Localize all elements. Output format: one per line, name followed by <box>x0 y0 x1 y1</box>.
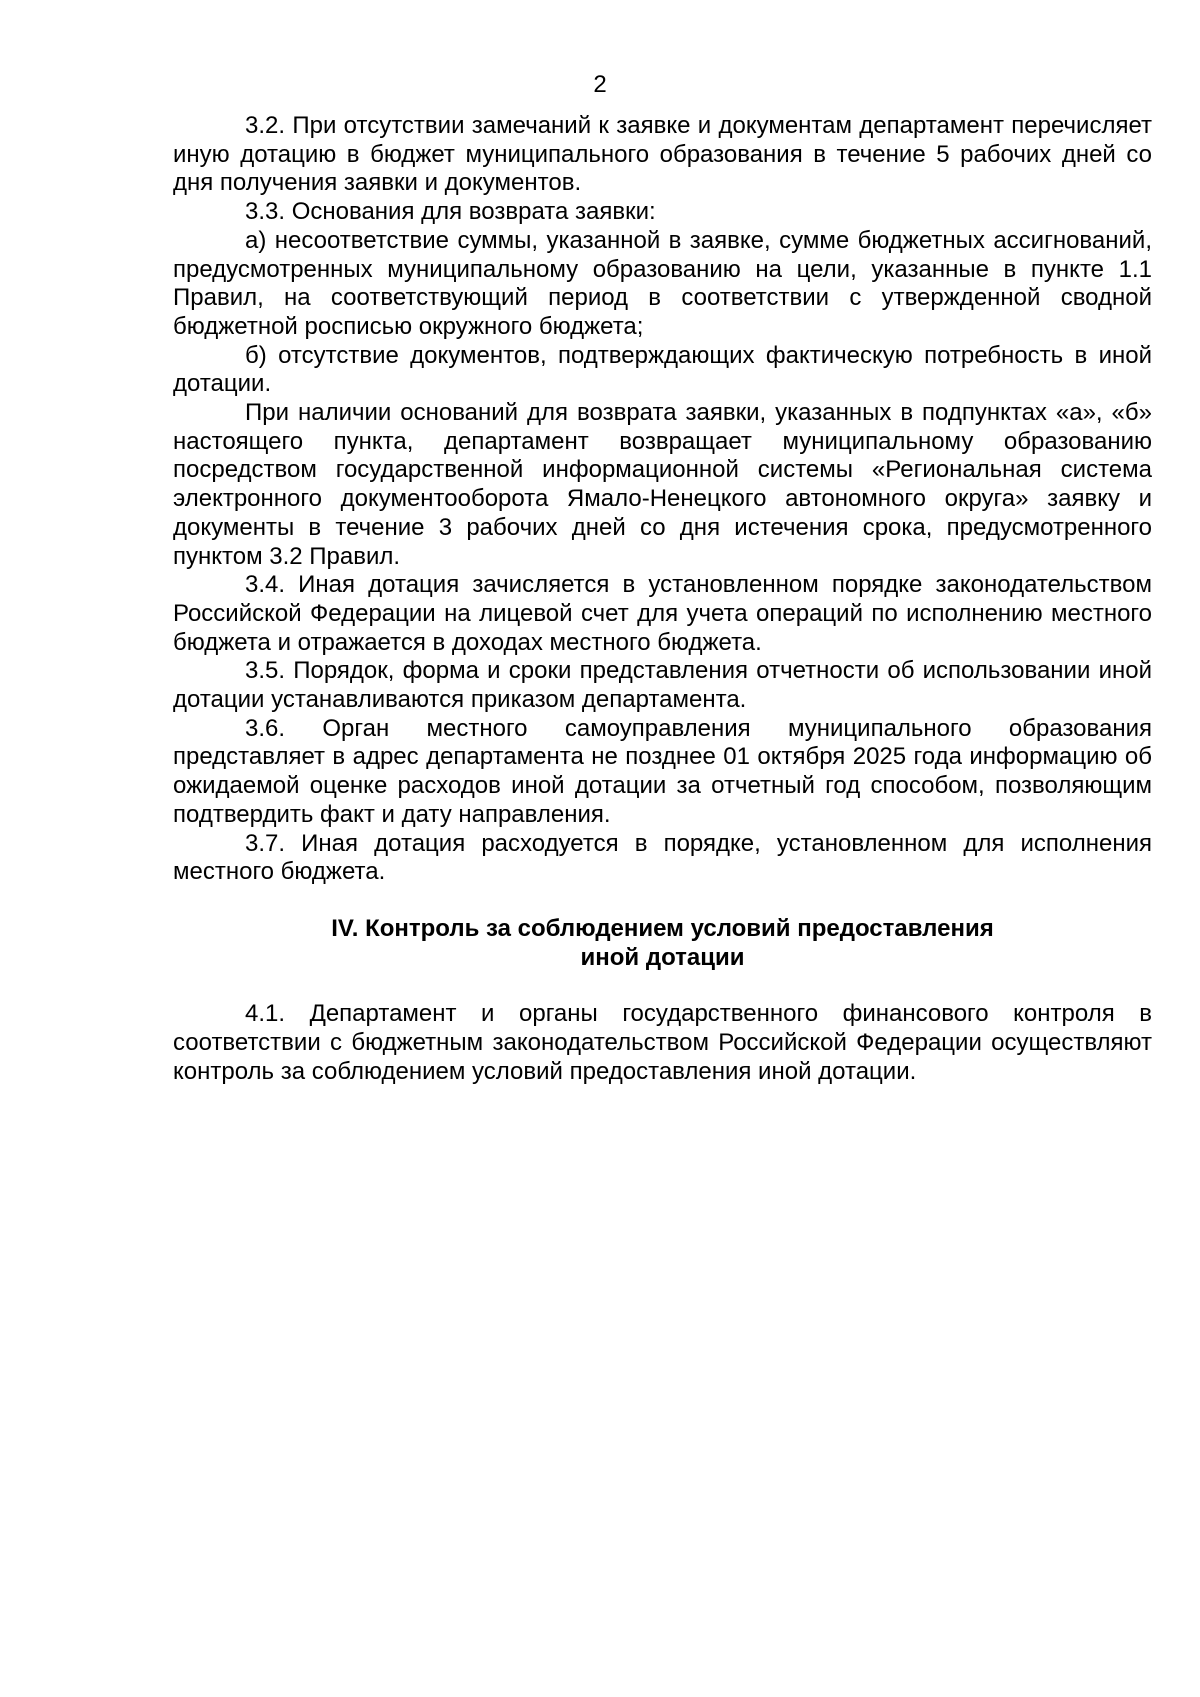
paragraph-3-5: 3.5. Порядок, форма и сроки представления отчетности об использовании иной дотации устанавливаются приказом департамента. <box>173 657 1152 714</box>
paragraph-3-7: 3.7. Иная дотация расходуется в порядке, установленном для исполнения местного бюджета. <box>173 829 1152 886</box>
paragraph-return-grounds: При наличии оснований для возврата заявки, указанных в подпунктах «а», «б» настоящего пункта, департамент возвращает муниципальному образованию посредством государственной информационной системы «Региональная система электронного документооборота Ямало-Ненецкого автономного округа» заявку и документы в течение 3 рабочих дней со дня истечения срока, предусмотренного пунктом 3.2 Правил. <box>173 399 1152 570</box>
section-heading <box>173 915 1152 972</box>
paragraph-3-3-a: а) несоответствие суммы, указанной в заявке, сумме бюджетных ассигнований, предусмотренных муниципальному образованию на цели, указанные в пункте 1.1 Правил, на соответствующий период в соответствии с утвержденной сводной бюджетной росписью окружного бюджета; <box>173 226 1152 340</box>
paragraph-3-2: 3.2. При отсутствии замечаний к заявке и документам департамент перечисляет иную дотацию в бюджет муниципального образования в течение 5 рабочих дней со дня получения заявки и документов. <box>173 112 1152 197</box>
paragraph-4-1: 4.1. Департамент и органы государственного финансового контроля в соответствии с бюджетным законодательством Российской Федерации осуществляют контроль за соблюдением условий предоставления иной дотации. <box>173 1000 1152 1085</box>
section-heading-line-1: IV. Контроль за соблюдением условий предоставления <box>331 914 994 942</box>
section-heading-line-2: иной дотации <box>580 943 745 971</box>
paragraph-3-3: 3.3. Основания для возврата заявки: <box>245 198 656 226</box>
paragraph-3-6: 3.6. Орган местного самоуправления муниципального образования представляет в адрес департамента не позднее 01 октября 2025 года информацию об ожидаемой оценке расходов иной дотации за отчетный год способом, позволяющим подтвердить факт и дату направления. <box>173 714 1152 828</box>
spacer <box>173 972 1152 1000</box>
paragraph-3-4: 3.4. Иная дотация зачисляется в установленном порядке законодательством Российской Федерации на лицевой счет для учета операций по исполнению местного бюджета и отражается в доходах местного бюджета. <box>173 571 1152 656</box>
document-body <box>173 112 1152 1087</box>
spacer <box>173 887 1152 915</box>
page-number: 2 <box>593 71 607 98</box>
paragraph-3-3-b: б) отсутствие документов, подтверждающих фактическую потребность в иной дотации. <box>173 341 1152 398</box>
